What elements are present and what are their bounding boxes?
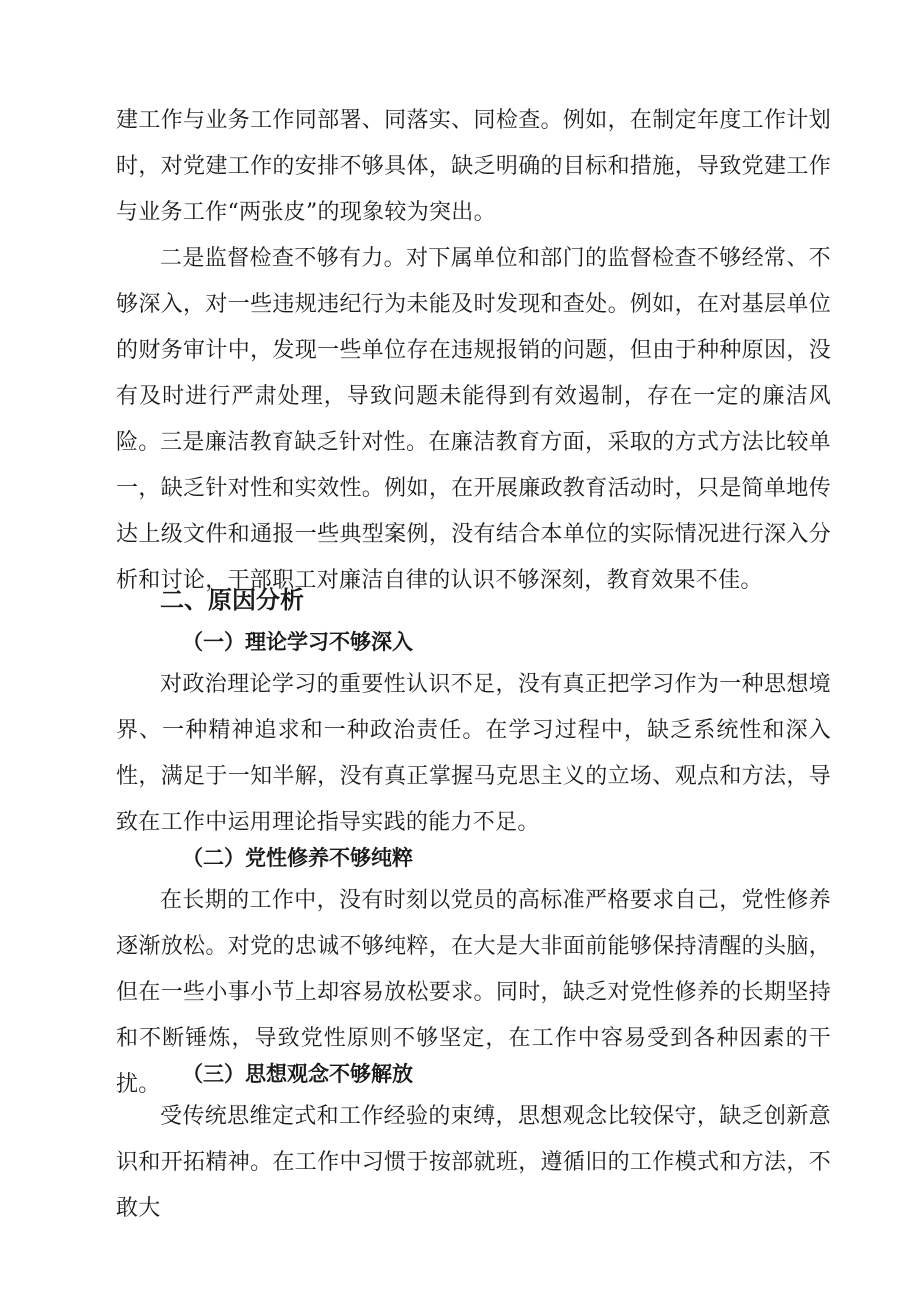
paragraph-mindset: 受传统思维定式和工作经验的束缚，思想观念比较保守，缺乏创新意识和开拓精神。在工作中习惯于按部就班，遵循旧的工作模式和方法，不敢大 [116,1104,831,1221]
subheading-theory-study: （一）理论学习不够深入 [182,629,413,654]
subheading-party-spirit: （二）党性修养不够纯粹 [182,845,413,870]
paragraph-integrity-education: 三是廉洁教育缺乏针对性。在廉洁教育方面，采取的方式方法比较单一，缺乏针对性和实效性。例如，在开展廉政教育活动时，只是简单地传达上级文件和通报一些典型案例，没有结合本单位的实际情况进行深入分析和讨论，干部职工对廉洁自律的认识不够深刻，教育效果不佳。 [116,430,831,593]
paragraph-supervision: 二是监督检查不够有力。对下属单位和部门的监督检查不够经常、不够深入，对一些违规违纪行为未能及时发现和查处。例如，在对基层单位的财务审计中，发现一些单位存在违规报销的问题，但由于种种原因，没有及时进行严肃处理，导致问题未能得到有效遏制，存在一定的廉洁风险。 [116,246,831,455]
paragraph-party-building-continuation: 建工作与业务工作同部署、同落实、同检查。例如，在制定年度工作计划时，对党建工作的安排不够具体，缺乏明确的目标和措施，导致党建工作与业务工作“两张皮”的现象较为突出。 [116,108,831,225]
section-heading-cause-analysis: 二、原因分析 [160,586,304,614]
paragraph-theory-study: 对政治理论学习的重要性认识不足，没有真正把学习作为一种思想境界、一种精神追求和一种政治责任。在学习过程中，缺乏系统性和深入性，满足于一知半解，没有真正掌握马克思主义的立场、观点和方法，导致在工作中运用理论指导实践的能力不足。 [116,672,831,835]
subheading-mindset: （三）思想观念不够解放 [182,1061,413,1086]
paragraph-party-spirit: 在长期的工作中，没有时刻以党员的高标准严格要求自己，党性修养逐渐放松。对党的忠诚不够纯粹，在大是大非面前能够保持清醒的头脑，但在一些小事小节上却容易放松要求。同时，缺乏对党性修养的长期坚持和不断锤炼，导致党性原则不够坚定，在工作中容易受到各种因素的干扰。 [116,888,831,1097]
